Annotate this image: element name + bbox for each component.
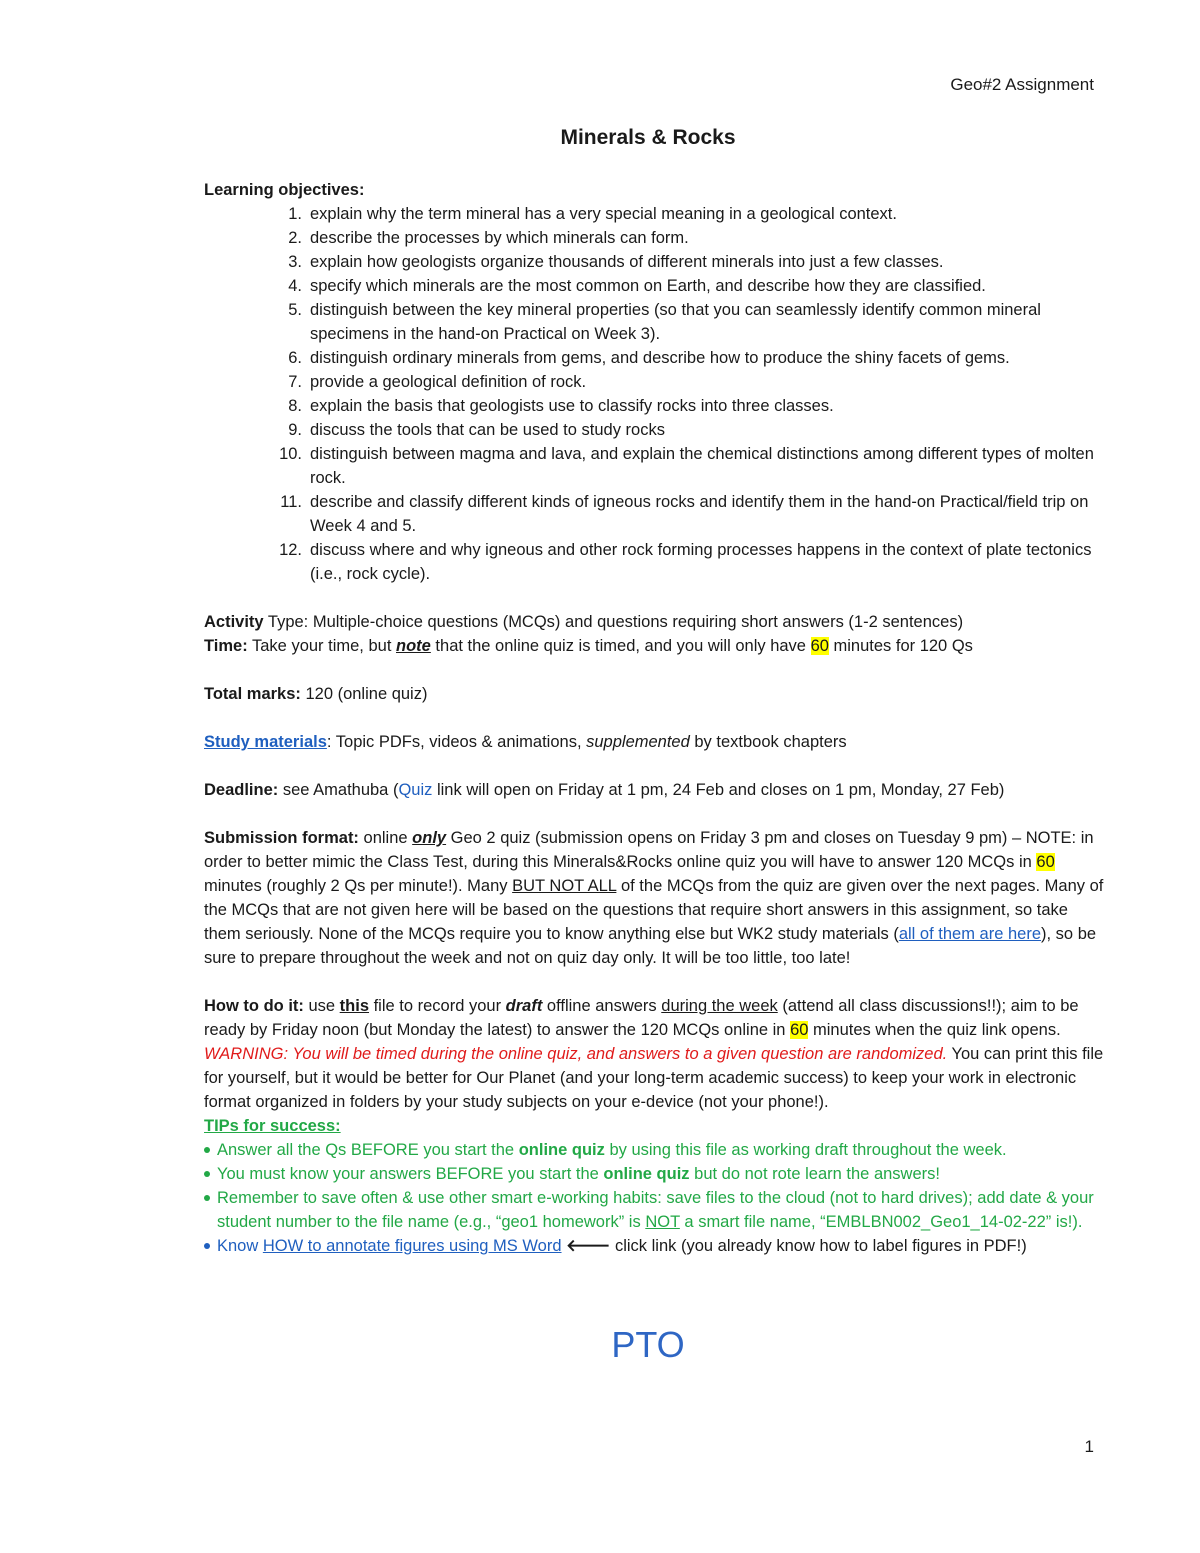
arrow-left-icon: 🡐 bbox=[561, 1237, 615, 1255]
time-info: Time: Take your time, but note that the online quiz is timed, and you will only have 60 minutes for 120 Qs bbox=[204, 637, 973, 655]
warning-text: WARNING: You will be timed during the online quiz, and answers to a given question are randomized. bbox=[204, 1045, 948, 1063]
deadline: Deadline: see Amathuba (Quiz link will open on Friday at 1 pm, 24 Feb and closes on 1 pm, Monday, 27 Feb) bbox=[204, 781, 1005, 799]
list-item: 4. specify which minerals are the most common on Earth, and describe how they are classified. bbox=[288, 277, 986, 295]
bullet-icon bbox=[204, 1195, 210, 1201]
study-materials-here-link[interactable]: all of them are here bbox=[898, 925, 1042, 943]
bullet-icon bbox=[204, 1171, 210, 1177]
tips-list bbox=[204, 1138, 1104, 1258]
highlight-minutes: 60 bbox=[790, 1021, 809, 1039]
bullet-icon bbox=[204, 1147, 210, 1153]
submission-format: Submission format: online only Geo 2 quiz (submission opens on Friday 3 pm and closes on Tuesday 9 pm) – NOTE: in order to better mimic the Class Test, during this Minerals&Rocks online quiz you will have to answer 120 MCQs in 60 minutes (roughly 2 Qs per minute!). Many BUT NOT ALL of the MCQs from the quiz are given over the next pages. Many of the MCQs that are not given here will be based on the questions that require short answers in this assignment, so take them seriously. None of the MCQs require you to know anything else but WK2 study materials (all of them are here), so be sure to prepare throughout the week and not on quiz day only. It will be too little, too late! bbox=[204, 829, 1104, 967]
list-item: Answer all the Qs BEFORE you start the online quiz by using this file as working draft throughout the week. bbox=[204, 1138, 1104, 1162]
list-item: 8. explain the basis that geologists use to classify rocks into three classes. bbox=[288, 397, 834, 415]
list-item: Know HOW to annotate figures using MS Word 🡐 click link (you already know how to label figures in PDF!) bbox=[204, 1234, 1104, 1258]
list-item: 11. describe and classify different kinds of igneous rocks and identify them in the hand-on Practical/field trip on Week 4 and 5. bbox=[280, 493, 1089, 535]
quiz-link[interactable]: Quiz bbox=[398, 781, 433, 799]
study-materials-link[interactable]: Study materials bbox=[204, 733, 327, 751]
pto-label: PTO bbox=[611, 1324, 685, 1365]
list-item: 2. describe the processes by which minerals can form. bbox=[288, 229, 689, 247]
bullet-icon bbox=[204, 1243, 210, 1249]
list-item: 5. distinguish between the key mineral properties (so that you can seamlessly identify common mineral specimens in the hand-on Practical on Week 3). bbox=[288, 301, 1041, 343]
list-item: 7. provide a geological definition of rock. bbox=[288, 373, 587, 391]
highlight-minutes: 60 bbox=[1036, 853, 1055, 871]
list-item: 1. explain why the term mineral has a very special meaning in a geological context. bbox=[288, 205, 897, 223]
highlight-minutes: 60 bbox=[810, 637, 829, 655]
tips-label: TIPs for success: bbox=[204, 1117, 341, 1135]
annotate-figures-link[interactable]: HOW to annotate figures using MS Word bbox=[262, 1237, 562, 1255]
objectives-label: Learning objectives: bbox=[204, 181, 365, 199]
activity-type: Activity Type: Multiple-choice questions (MCQs) and questions requiring short answers (1-2 sentences) bbox=[204, 613, 964, 631]
page-number: 1 bbox=[1084, 1437, 1094, 1456]
list-item: 10. distinguish between magma and lava, and explain the chemical distinctions among different types of molten rock. bbox=[279, 445, 1094, 487]
list-item: 6. distinguish ordinary minerals from gems, and describe how to produce the shiny facets of gems. bbox=[288, 349, 1010, 367]
objectives-list bbox=[204, 202, 1104, 586]
list-item: 12. discuss where and why igneous and other rock forming processes happens in the context of plate tectonics (i.e., rock cycle). bbox=[279, 541, 1092, 583]
study-materials: Study materials: Topic PDFs, videos & animations, supplemented by textbook chapters bbox=[204, 733, 847, 751]
list-item: 3. explain how geologists organize thousands of different minerals into just a few classes. bbox=[288, 253, 944, 271]
list-item: Remember to save often & use other smart e-working habits: save files to the cloud (not to hard drives); add date & your student number to the file name (e.g., “geo1 homework” is NOT a smart file name, “EMBLBN002_Geo1_14-02-22” is!). bbox=[204, 1186, 1104, 1234]
total-marks: Total marks: 120 (online quiz) bbox=[204, 685, 428, 703]
page-header: Geo#2 Assignment bbox=[950, 75, 1094, 94]
document-body bbox=[204, 178, 1104, 1258]
list-item: 9. discuss the tools that can be used to study rocks bbox=[288, 421, 665, 439]
document-title: Minerals & Rocks bbox=[560, 126, 736, 149]
how-to-do-it: How to do it: use this file to record your draft offline answers during the week (attend all class discussions!!); aim to be ready by Friday noon (but Monday the latest) to answer the 120 MCQs online in 60 minutes when the quiz link opens. WARNING: You will be timed during the online quiz, and answers to a given question are randomized. You can print this file for yourself, but it would be better for Our Planet (and your long-term academic success) to keep your work in electronic format organized in folders by your study subjects on your e-device (not your phone!). bbox=[204, 997, 1104, 1111]
list-item: You must know your answers BEFORE you start the online quiz but do not rote learn the answers! bbox=[204, 1162, 1104, 1186]
